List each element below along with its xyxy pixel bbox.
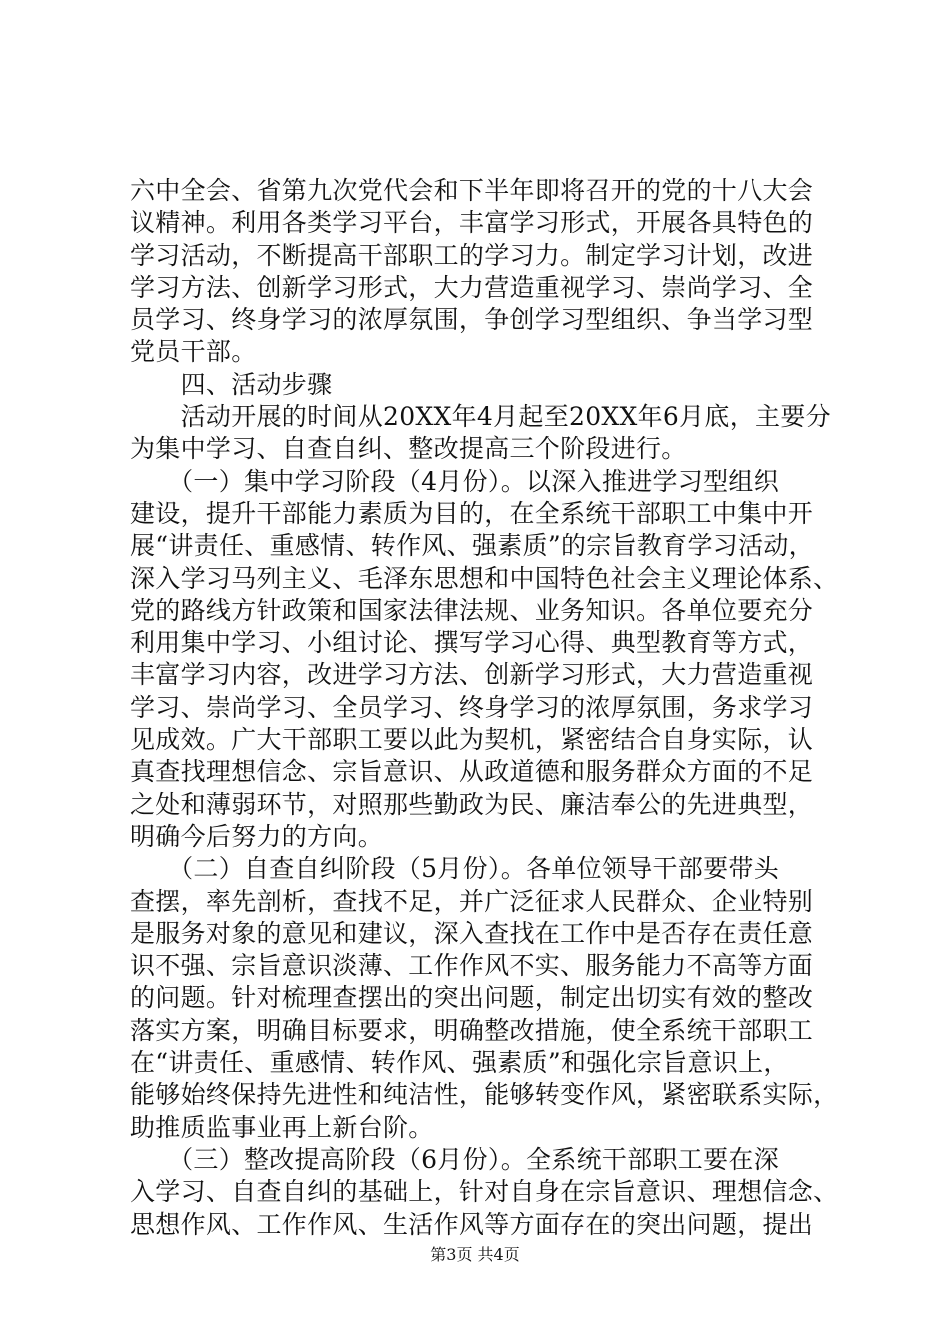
text-line: 展“讲责任、重感情、转作风、强素质”的宗旨教育学习活动，	[130, 531, 814, 561]
text-line: （三）整改提高阶段（6月份）。全系统干部职工要在深	[130, 1144, 780, 1174]
page-number-footer: 第3页 共4页	[430, 1245, 520, 1264]
text-line: 助推质监事业再上新台阶。	[130, 1112, 434, 1142]
text-line: 员学习、终身学习的浓厚氛围，争创学习型组织、争当学习型	[130, 305, 814, 335]
text-line: （二）自查自纠阶段（5月份）。各单位领导干部要带头	[130, 854, 780, 884]
text-line: 建设，提升干部能力素质为目的，在全系统干部职工中集中开	[130, 498, 814, 528]
text-line: 的问题。针对梳理查摆出的突出问题，制定出切实有效的整改	[130, 983, 814, 1013]
text-line: 深入学习马列主义、毛泽东思想和中国特色社会主义理论体系、	[130, 563, 839, 593]
text-line: 丰富学习内容，改进学习方法、创新学习形式，大力营造重视	[130, 660, 814, 690]
text-line: 明确今后努力的方向。	[130, 821, 384, 851]
text-line: 六中全会、省第九次党代会和下半年即将召开的党的十八大会	[130, 176, 814, 205]
text-line: 真查找理想信念、宗旨意识、从政道德和服务群众方面的不足	[130, 757, 814, 787]
text-line: 思想作风、工作作风、生活作风等方面存在的突出问题，提出	[130, 1209, 814, 1239]
text-line: （一）集中学习阶段（4月份）。以深入推进学习型组织	[130, 466, 780, 496]
text-line: 为集中学习、自查自纠、整改提高三个阶段进行。	[130, 434, 687, 464]
text-line: 学习、崇尚学习、全员学习、终身学习的浓厚氛围，务求学习	[130, 692, 814, 722]
text-line: 入学习、自查自纠的基础上，针对自身在宗旨意识、理想信念、	[130, 1177, 839, 1207]
text-line: 活动开展的时间从20XX年4月起至20XX年6月底，主要分	[130, 402, 831, 432]
text-line: 在“讲责任、重感情、转作风、强素质”和强化宗旨意识上，	[130, 1048, 789, 1078]
text-line: 议精神。利用各类学习平台，丰富学习形式，开展各具特色的	[130, 208, 814, 238]
text-line: 是服务对象的意见和建议，深入查找在工作中是否存在责任意	[130, 918, 814, 948]
text-line: 党的路线方针政策和国家法律法规、业务知识。各单位要充分	[130, 595, 814, 625]
section-heading: 四、活动步骤	[130, 369, 333, 399]
text-line: 能够始终保持先进性和纯洁性，能够转变作风，紧密联系实际，	[130, 1080, 839, 1110]
text-line: 识不强、宗旨意识淡薄、工作作风不实、服务能力不高等方面	[130, 951, 814, 981]
text-line: 党员干部。	[130, 337, 257, 367]
text-line: 利用集中学习、小组讨论、撰写学习心得、典型教育等方式，	[130, 628, 814, 658]
text-line: 查摆，率先剖析，查找不足，并广泛征求人民群众、企业特别	[130, 886, 814, 916]
text-line: 落实方案，明确目标要求，明确整改措施，使全系统干部职工	[130, 1015, 814, 1045]
document-body	[130, 175, 839, 1241]
text-line: 学习活动，不断提高干部职工的学习力。制定学习计划，改进	[130, 240, 814, 270]
text-line: 之处和薄弱环节，对照那些勤政为民、廉洁奉公的先进典型，	[130, 789, 814, 819]
text-line: 学习方法、创新学习形式，大力营造重视学习、崇尚学习、全	[130, 272, 814, 302]
text-line: 见成效。广大干部职工要以此为契机，紧密结合自身实际，认	[130, 725, 814, 755]
